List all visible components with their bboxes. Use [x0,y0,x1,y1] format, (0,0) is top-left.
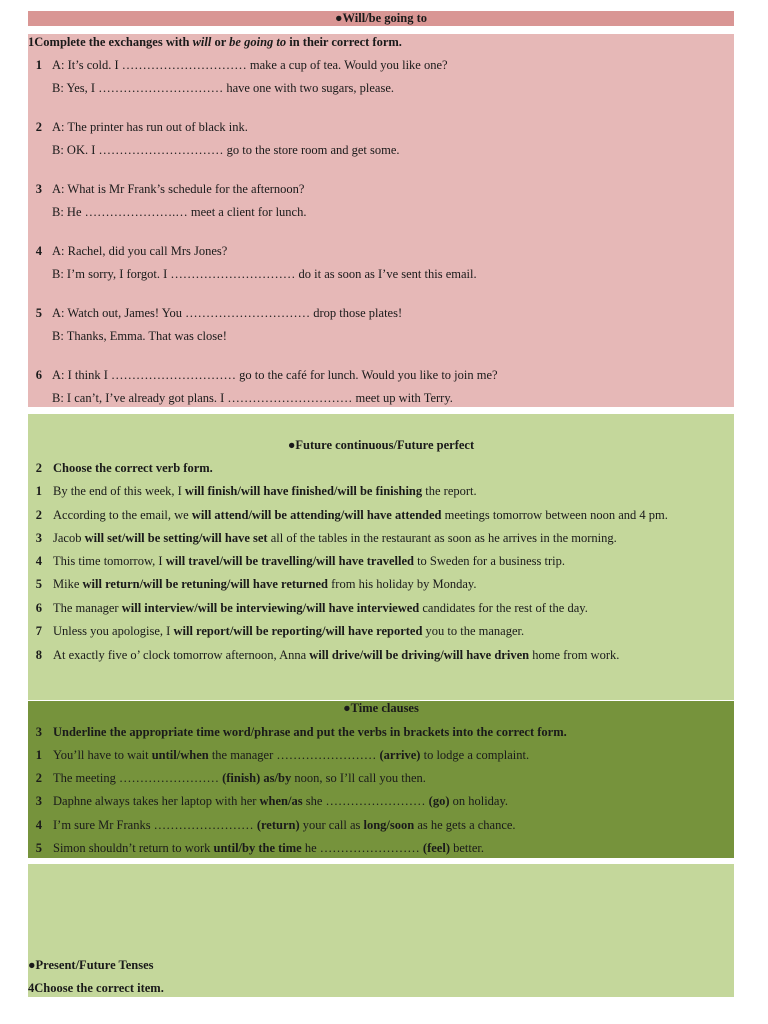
section2-block: ●Future continuous/Future perfect 2 Choose the correct verb form. 1 By the end of this week, I will finish/will have finished/will be finishing the report. 2 According to the email, we will attend/will be attending/will have attended meetings tomorrow between noon and 4 pm. 3 Jacob will set/will be setting/will have set all of the tables in the restaurant as soon as he arrives in the morning. 4 This time tomorrow, I will travel/will be travelling/will have travelled to Sweden for a business trip. 5 Mike will return/will be retuning/will have returned from his holiday by Monday. 6 The manager will interview/will be interviewing/will have interviewed candidates for the rest of the day. 7 Unless you apologise, I will report/will be reporting/will have reported you to the manager. 8 At exactly five o’ clock tomorrow afternoon, Anna will drive/will be driving/will have driven home from work. [28,414,734,700]
item-number: 2 [35,120,42,134]
item-number: 3 [35,182,42,196]
line-b: B: He ………………….… meet a client for lunch. [52,205,307,219]
instruction-number: 1 [28,35,35,49]
item-number: 4 [35,554,42,568]
instruction-number: 4 [28,981,35,995]
verb-options: will interview/will be interviewing/will have interviewed [121,601,420,615]
verb-options: will return/will be retuning/will have returned [82,577,329,591]
line-a: A: What is Mr Frank’s schedule for the afternoon? [52,182,305,196]
line-a: A: Watch out, James! You ………………………… drop those plates! [52,306,403,320]
line-b: B: I’m sorry, I forgot. I ………………………… do it as soon as I’ve sent this email. [52,267,477,281]
item-number: 3 [35,531,42,545]
section4-title: ●Present/Future Tenses [28,958,154,972]
line-a: A: The printer has run out of black ink. [52,120,248,134]
section1-title: ●Will/be going to [334,11,428,25]
item-number: 6 [35,368,42,382]
item-number: 3 [35,794,42,808]
line-a: A: Rachel, did you call Mrs Jones? [52,244,228,258]
item-number: 1 [35,484,42,498]
section3-instruction: Underline the appropriate time word/phrase and put the verbs in brackets into the correct form. [53,725,567,739]
line-b: B: Thanks, Emma. That was close! [52,329,227,343]
instruction-number: 3 [35,725,42,739]
item-number: 8 [35,648,42,662]
section1-instruction: 1Complete the exchanges with will or be going to in their correct form. [28,35,402,49]
section1-block [28,34,734,407]
line-a: A: I think I ………………………… go to the café for lunch. Would you like to join me? [52,368,498,382]
section1-title-bar [28,11,734,26]
verb-options: will attend/will be attending/will have attended [191,508,442,522]
verb-options: will drive/will be driving/will have driven [309,648,530,662]
item-number: 5 [35,306,42,320]
item-number: 4 [35,818,42,832]
section3-block: ●Time clauses 3 Underline the appropriate time word/phrase and put the verbs in brackets into the correct form. 1 You’ll have to wait until/when the manager …………………… (arrive) to lodge a complaint. 2 The meeting …………………… (finish) as/by noon, so I’ll call you then. 3 Daphne always takes her laptop with her when/as she …………………… (go) on holiday. 4 I’m sure Mr Franks …………………… (return) your call as long/soon as he gets a chance. 5 Simon shouldn’t return to work until/by the time he …………………… (feel) better. [28,701,734,858]
item-number: 1 [35,58,42,72]
item-number: 1 [35,748,42,762]
verb-options: will set/will be setting/will have set [84,531,268,545]
section3-title: ●Time clauses [343,701,419,715]
item-number: 4 [35,244,42,258]
verb-options: will finish/will have finished/will be finishing [184,484,423,498]
section4-instruction: 4Choose the correct item. [28,981,164,995]
item-number: 6 [35,601,42,615]
verb-options: will travel/will be travelling/will have travelled [165,554,414,568]
line-b: B: Yes, I ………………………… have one with two sugars, please. [52,81,394,95]
line-a: A: It’s cold. I ………………………… make a cup of tea. Would you like one? [52,58,448,72]
section2-instruction: Choose the correct verb form. [53,461,213,475]
line-b: B: I can’t, I’ve already got plans. I ………………………… meet up with Terry. [52,391,453,405]
line-b: B: OK. I ………………………… go to the store room and get some. [52,143,400,157]
item-number: 5 [35,841,42,855]
item-number: 2 [35,508,42,522]
section4-block [28,864,734,997]
instruction-number: 2 [35,461,42,475]
verb-options: will report/will be reporting/will have reported [173,624,423,638]
item-number: 7 [35,624,42,638]
section2-title: ●Future continuous/Future perfect [287,438,475,452]
item-number: 5 [35,577,42,591]
item-number: 2 [35,771,42,785]
